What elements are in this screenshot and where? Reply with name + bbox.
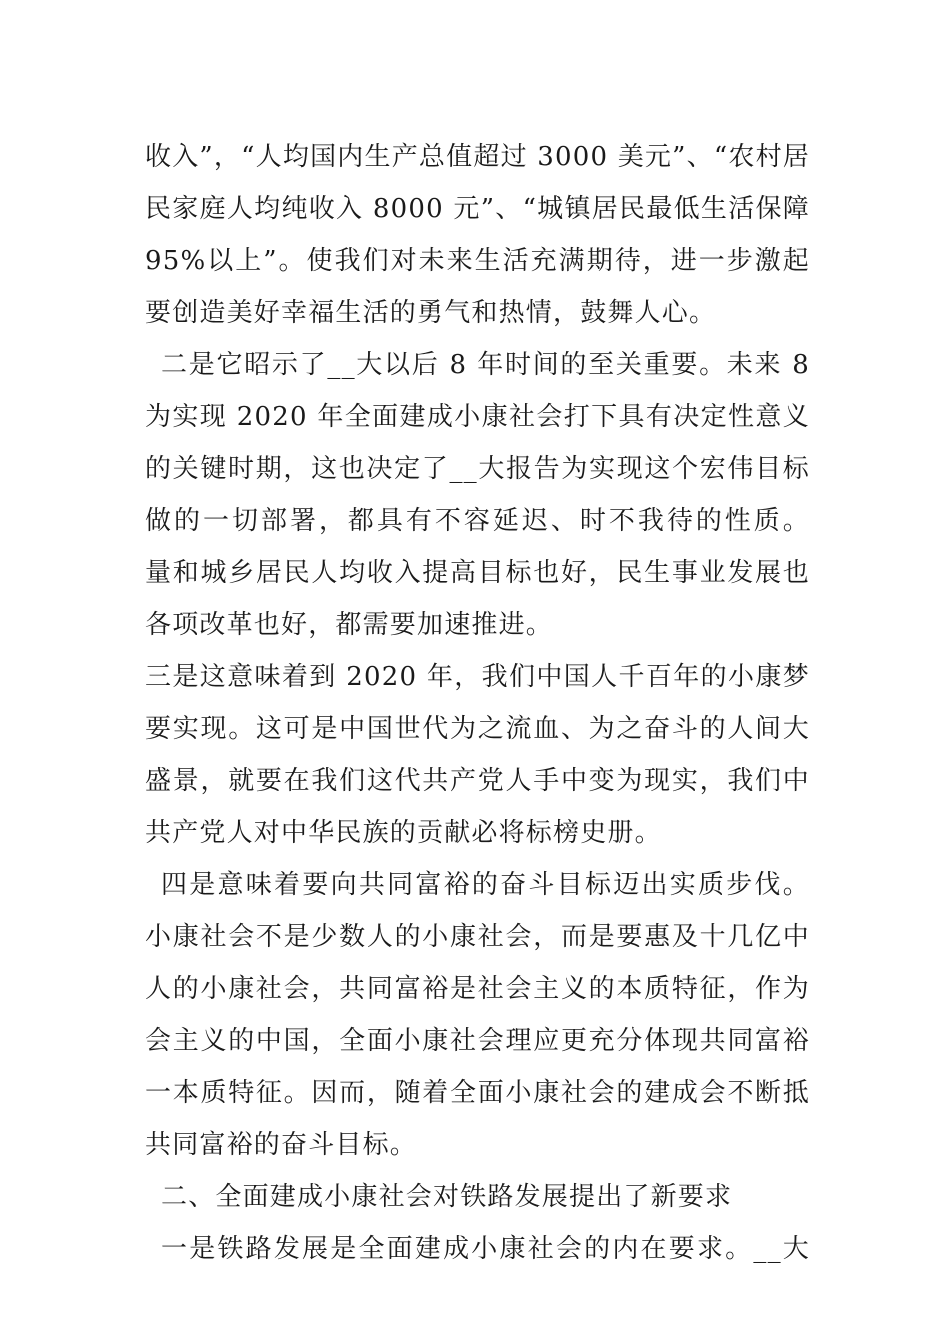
paragraph-p6 xyxy=(145,1223,810,1275)
text-line: 做的一切部署，都具有不容延迟、时不我待的性质。 xyxy=(145,506,810,536)
text-line: 共同富裕的奋斗目标。 xyxy=(145,1130,418,1160)
text-line: 要实现。这可是中国世代为之流血、为之奋斗的人间大 xyxy=(145,714,810,744)
text-line: 的关键时期，这也决定了__大报告为实现这个宏伟目标 xyxy=(145,454,810,484)
text-line: 二是它昭示了__大以后 8 年时间的至关重要。未来 8 xyxy=(161,350,810,380)
text-line: 要创造美好幸福生活的勇气和热情，鼓舞人心。 xyxy=(145,298,717,328)
document-body xyxy=(145,131,810,1275)
text-line: 共产党人对中华民族的贡献必将标榜史册。 xyxy=(145,818,662,848)
text-line: 一是铁路发展是全面建成小康社会的内在要求。__大 xyxy=(161,1234,810,1264)
text-line: 为实现 2020 年全面建成小康社会打下具有决定性意义 xyxy=(145,402,810,432)
text-line: 会主义的中国，全面小康社会理应更充分体现共同富裕 xyxy=(145,1026,810,1056)
paragraph-p3 xyxy=(145,651,810,859)
text-line: 三是这意味着到 2020 年，我们中国人千百年的小康梦 xyxy=(145,662,810,692)
text-line: 二、全面建成小康社会对铁路发展提出了新要求 xyxy=(161,1182,733,1212)
paragraph-p4 xyxy=(145,859,810,1171)
text-line: 量和城乡居民人均收入提高目标也好，民生事业发展也 xyxy=(145,558,810,588)
text-line: 民家庭人均纯收入 8000 元”、“城镇居民最低生活保障 xyxy=(145,194,810,224)
text-line: 收入”，“人均国内生产总值超过 3000 美元”、“农村居 xyxy=(145,142,810,172)
paragraph-p1 xyxy=(145,131,810,339)
text-line: 一本质特征。因而，随着全面小康社会的建成会不断抵 xyxy=(145,1078,810,1108)
paragraph-p2 xyxy=(145,339,810,651)
text-line: 95%以上”。使我们对未来生活充满期待，进一步激起 xyxy=(145,246,810,276)
text-line: 四是意味着要向共同富裕的奋斗目标迈出实质步伐。 xyxy=(161,870,810,900)
text-line: 小康社会不是少数人的小康社会，而是要惠及十几亿中 xyxy=(145,922,810,952)
text-line: 人的小康社会，共同富裕是社会主义的本质特征，作为 xyxy=(145,974,810,1004)
text-line: 盛景，就要在我们这代共产党人手中变为现实，我们中 xyxy=(145,766,810,796)
paragraph-p5 xyxy=(145,1171,810,1223)
text-line: 各项改革也好，都需要加速推进。 xyxy=(145,610,554,640)
